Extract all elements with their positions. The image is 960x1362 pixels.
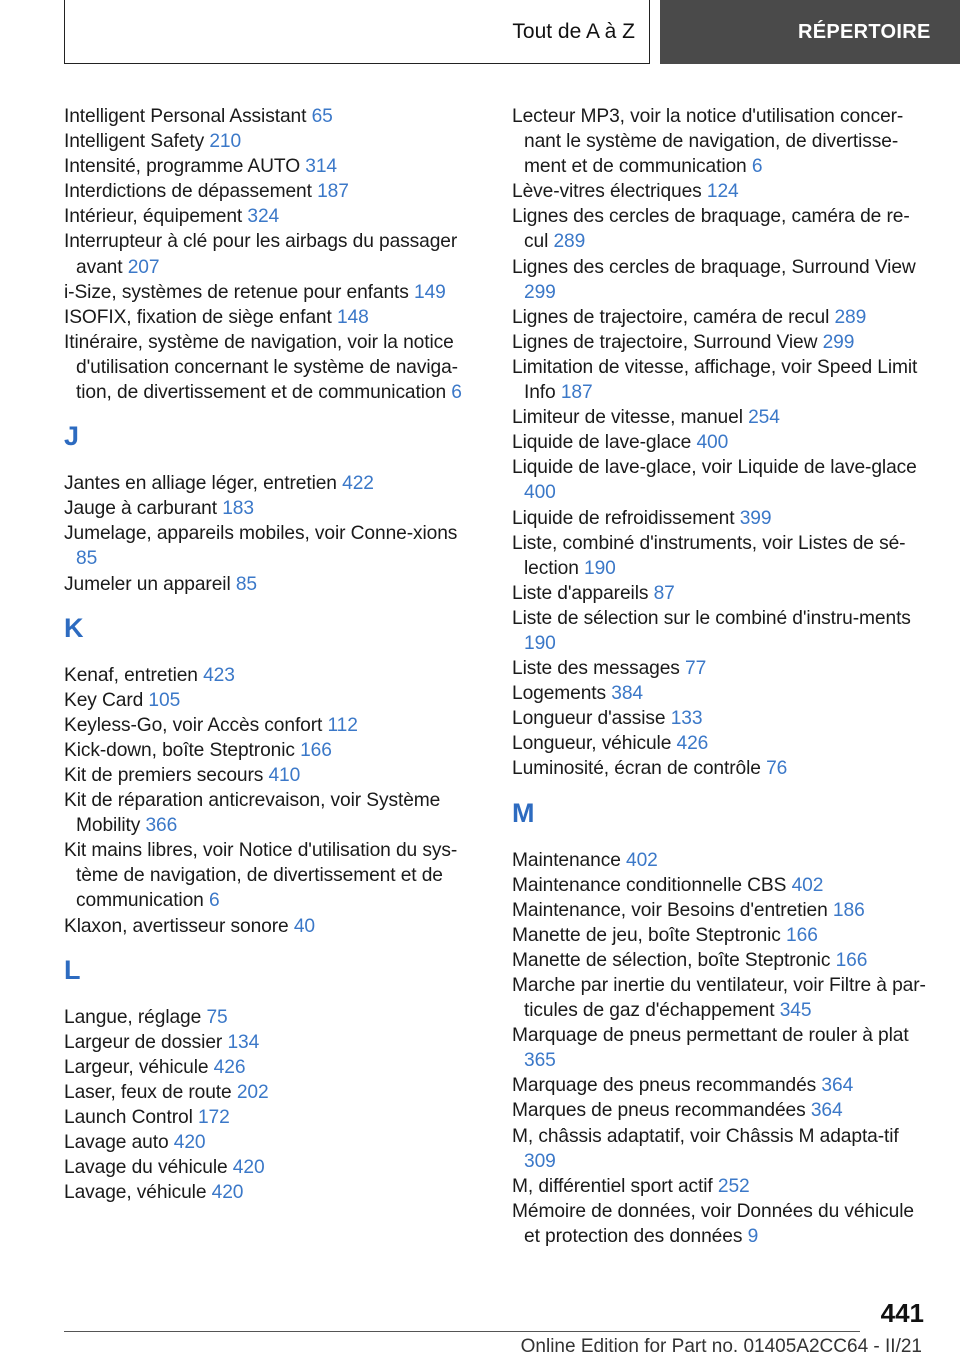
index-entry [512, 430, 932, 455]
index-entry-term: Lavage du véhicule [64, 1157, 228, 1179]
index-entry-page-link[interactable]: 420 [232, 1157, 265, 1179]
index-entry-term: Kenaf, entretien [64, 664, 198, 686]
index-entry-page-link[interactable]: 422 [342, 473, 374, 495]
header-chapter-tab [660, 0, 960, 64]
index-entry-term: Maintenance, voir Besoins d'entretien [512, 899, 828, 921]
index-entry-page-link[interactable]: 166 [786, 924, 818, 946]
index-entry [64, 1105, 480, 1130]
index-entry-page-link[interactable]: 299 [524, 281, 556, 303]
index-entry-page-link[interactable]: 210 [209, 131, 242, 153]
index-entry-term: Intelligent Safety [64, 131, 205, 153]
index-entry-term: Marche par inertie du ventilateur, voir Filtre à par-ticules de gaz d'échappement [512, 975, 926, 1022]
index-entry-page-link[interactable]: 186 [832, 899, 865, 921]
index-entry [64, 179, 480, 204]
index-entry-page-link[interactable]: 410 [268, 764, 301, 786]
index-entry-term: Intelligent Personal Assistant [64, 106, 307, 127]
index-entry-page-link[interactable]: 124 [706, 181, 739, 203]
index-entry-term: Luminosité, écran de contrôle [512, 758, 761, 780]
index-entry-term: Maintenance [512, 849, 621, 871]
index-entry-term: Mémoire de données, voir Données du véhicule et protection des données [512, 1200, 914, 1247]
index-entry-page-link[interactable]: 289 [553, 231, 586, 253]
index-entry-page-link[interactable]: 402 [791, 874, 824, 896]
index-entry-term: Lève-vitres électriques [512, 181, 702, 203]
index-entry-page-link[interactable]: 399 [739, 507, 772, 529]
index-entry-term: Kit de réparation anticrevaison, voir Système Mobility [64, 790, 441, 837]
index-entry-page-link[interactable]: 187 [317, 181, 349, 203]
index-entry-page-link[interactable]: 166 [300, 739, 332, 761]
index-entry-term: Liquide de lave-glace, voir Liquide de lave-glace [512, 457, 917, 479]
index-entry-page-link[interactable]: 187 [560, 382, 593, 404]
index-entry-term: Lavage, véhicule [64, 1182, 207, 1204]
index-entry-page-link[interactable]: 172 [197, 1107, 230, 1128]
index-entry [512, 756, 932, 781]
index-entry [64, 204, 480, 229]
index-entry-page-link[interactable]: 85 [235, 573, 258, 595]
index-entry [64, 1005, 480, 1030]
index-entry [64, 663, 480, 688]
index-entry-page-link[interactable]: 134 [227, 1031, 260, 1053]
index-entry-page-link[interactable]: 75 [206, 1006, 228, 1028]
index-entry [64, 104, 480, 129]
index-entry-term: Manette de jeu, boîte Steptronic [512, 924, 781, 946]
index-letter-heading: M [512, 797, 535, 828]
header-chapter-title: RÉPERTOIRE [798, 20, 931, 43]
index-entry-term: Klaxon, avertisseur sonore [64, 915, 289, 937]
index-entry-page-link[interactable]: 314 [305, 156, 337, 178]
index-entry-term: Key Card [64, 689, 144, 711]
index-entry-term: Kit de premiers secours [64, 764, 264, 786]
index-entry-page-link[interactable]: 76 [766, 758, 788, 780]
index-entry [512, 898, 932, 923]
index-entry [512, 581, 932, 606]
index-entry [64, 688, 480, 713]
index-entry-page-link[interactable]: 190 [584, 557, 616, 579]
index-entry [64, 154, 480, 179]
index-entry-term: Lavage auto [64, 1132, 169, 1154]
index-entry [512, 104, 932, 179]
index-entry-term: Liquide de lave-glace [512, 432, 692, 454]
index-entry [512, 873, 932, 898]
index-entry-page-link[interactable]: 6 [751, 156, 763, 178]
index-entry-page-link[interactable]: 149 [414, 281, 446, 303]
index-entry [64, 1030, 480, 1055]
index-entry-term: Liquide de refroidissement [512, 507, 735, 529]
index-entry-term: Lignes de trajectoire, Surround View [512, 331, 818, 353]
index-entry-page-link[interactable]: 400 [524, 482, 556, 504]
index-entry [512, 656, 932, 681]
index-entry [512, 973, 932, 1023]
index-entry [64, 572, 480, 597]
index-entry [64, 1130, 480, 1155]
index-entry-page-link[interactable]: 309 [524, 1150, 556, 1172]
index-entry-term: Longueur, véhicule [512, 733, 672, 755]
index-entry-term: Jantes en alliage léger, entretien [64, 473, 337, 495]
index-entry-page-link[interactable]: 87 [653, 582, 675, 604]
index-entry [512, 179, 932, 204]
index-entry-page-link[interactable]: 364 [810, 1100, 843, 1122]
index-entry-page-link[interactable]: 426 [676, 733, 709, 755]
index-entry-page-link[interactable]: 345 [779, 1000, 812, 1022]
index-entry-page-link[interactable]: 324 [247, 206, 280, 228]
index-entry-page-link[interactable]: 365 [524, 1050, 556, 1072]
index-entry [512, 1098, 932, 1123]
index-entry [512, 731, 932, 756]
index-entry-page-link[interactable]: 202 [236, 1081, 269, 1103]
index-entry [64, 229, 480, 279]
index-entry-term: Limitation de vitesse, affichage, voir Speed Limit Info [512, 356, 918, 404]
index-entry [512, 948, 932, 973]
index-entry-page-link[interactable]: 402 [626, 849, 658, 871]
index-entry-page-link[interactable]: 384 [611, 683, 643, 705]
index-entry-term: Lecteur MP3, voir la notice d'utilisation concer-nant le système de navigation, de divertisse-ment et de communication [512, 106, 904, 178]
index-entry-page-link[interactable]: 420 [211, 1182, 244, 1204]
index-entry [512, 606, 932, 656]
index-entry-term: Logements [512, 683, 607, 705]
index-entry-page-link[interactable]: 190 [524, 632, 556, 654]
index-entry [512, 1023, 932, 1073]
index-entry-page-link[interactable]: 85 [76, 548, 98, 570]
index-entry-term: Marques de pneus recommandées [512, 1100, 806, 1122]
index-entry-page-link[interactable]: 105 [148, 689, 181, 711]
index-entry-page-link[interactable]: 207 [127, 256, 160, 278]
index-entry-page-link[interactable]: 112 [327, 714, 358, 736]
index-entry-page-link[interactable]: 400 [696, 432, 729, 454]
index-entry [512, 330, 932, 355]
index-entry-term: Marquage des pneus recommandés [512, 1075, 817, 1097]
index-entry [64, 280, 480, 305]
index-entry [512, 923, 932, 948]
index-entry [64, 914, 480, 939]
index-entry-term: Lignes des cercles de braquage, caméra de re-cul [512, 206, 910, 253]
index-entry-term: Jauge à carburant [64, 498, 217, 520]
index-entry-page-link[interactable]: 40 [293, 915, 315, 937]
index-entry [64, 1080, 480, 1105]
index-entry [64, 330, 480, 405]
index-entry [64, 1155, 480, 1180]
index-entry [512, 255, 932, 305]
index-entry-term: Marquage de pneus permettant de rouler à plat [512, 1025, 909, 1047]
index-entry [64, 496, 480, 521]
index-entry-page-link[interactable]: 426 [213, 1056, 246, 1078]
index-entry-term: Liste de sélection sur le combiné d'instru-ments [512, 607, 911, 629]
index-entry [512, 455, 932, 505]
index-entry-term: Liste, combiné d'instruments, voir Listes de sé-lection [512, 532, 906, 579]
index-entry [64, 1055, 480, 1080]
index-entry [64, 763, 480, 788]
index-entry-page-link[interactable]: 254 [748, 407, 780, 429]
index-entry-page-link[interactable]: 65 [311, 106, 333, 127]
index-entry-term: M, châssis adaptatif, voir Châssis M adapta-tif [512, 1125, 899, 1147]
index-letter-heading: J [64, 421, 80, 452]
index-entry [512, 1073, 932, 1098]
index-entry [64, 129, 480, 154]
index-entry-term: Laser, feux de route [64, 1081, 232, 1103]
index-entry-page-link[interactable]: 366 [145, 815, 178, 837]
index-entry-page-link[interactable]: 183 [222, 498, 254, 520]
index-entry-page-link[interactable]: 6 [208, 890, 220, 912]
index-entry-term: M, différentiel sport actif [512, 1175, 713, 1197]
index-entry [64, 1180, 480, 1205]
index-entry-term: Lignes de trajectoire, caméra de recul [512, 306, 830, 328]
index-entry [64, 738, 480, 763]
index-entry-term: Interrupteur à clé pour les airbags du passager avant [64, 231, 458, 278]
index-entry [512, 531, 932, 581]
index-entry [512, 848, 932, 873]
index-entry-page-link[interactable]: 364 [821, 1075, 854, 1097]
index-entry-term: Intérieur, équipement [64, 206, 243, 228]
index-entry-term: Langue, réglage [64, 1006, 202, 1028]
index-entry [512, 1174, 932, 1199]
index-entry [64, 788, 480, 838]
index-entry-page-link[interactable]: 420 [173, 1132, 206, 1154]
index-entry-term: Liste d'appareils [512, 582, 649, 604]
index-entry-term: Manette de sélection, boîte Steptronic [512, 949, 831, 971]
header-section-tab [64, 0, 650, 64]
index-entry-page-link[interactable]: 166 [835, 949, 868, 971]
index-entry-term: Longueur d'assise [512, 708, 666, 730]
index-entry-page-link[interactable]: 9 [747, 1225, 759, 1247]
header-section-title: Tout de A à Z [512, 19, 635, 43]
index-letter-heading: L [64, 954, 81, 985]
index-entry-term: Lignes des cercles de braquage, Surround View [512, 256, 916, 278]
index-entry-term: Itinéraire, système de navigation, voir la notice d'utilisation concernant le système de naviga-tion, de divertissement et de communication [64, 331, 458, 404]
index-entry-term: Intensité, programme AUTO [64, 156, 301, 178]
footer-edition: Online Edition for Part no. 01405A2CC64 - II/21 [520, 1336, 922, 1357]
index-entry-page-link[interactable]: 289 [834, 306, 867, 328]
index-entry [64, 838, 480, 913]
index-entry-term: Largeur de dossier [64, 1031, 223, 1053]
index-entry-page-link[interactable]: 133 [670, 708, 703, 730]
index-entry-term: ISOFIX, fixation de siège enfant [64, 306, 332, 328]
index-entry [512, 204, 932, 254]
footer-divider [64, 1331, 860, 1332]
page-number: 441 [880, 1298, 924, 1328]
index-entry [512, 706, 932, 731]
index-column-right [512, 104, 932, 1249]
index-column-left [64, 104, 480, 1205]
index-entry [512, 305, 932, 330]
index-entry [64, 305, 480, 330]
index-entry-page-link[interactable]: 148 [336, 306, 369, 328]
index-entry-page-link[interactable]: 77 [685, 658, 707, 680]
index-entry [64, 471, 480, 496]
index-entry [512, 405, 932, 430]
index-entry-term: Jumelage, appareils mobiles, voir Conne-xions [64, 523, 458, 545]
index-entry-term: Maintenance conditionnelle CBS [512, 874, 787, 896]
index-entry-term: Interdictions de dépassement [64, 181, 312, 203]
index-entry [512, 1199, 932, 1249]
index-entry-term: Keyless-Go, voir Accès confort [64, 714, 323, 736]
index-entry-page-link[interactable]: 299 [822, 331, 855, 353]
index-entry [512, 681, 932, 706]
index-entry [512, 355, 932, 405]
index-entry-term: Jumeler un appareil [64, 573, 231, 595]
index-entry-term: Kick-down, boîte Steptronic [64, 739, 295, 761]
index-entry [512, 506, 932, 531]
index-entry [64, 521, 480, 571]
index-entry-term: Limiteur de vitesse, manuel [512, 407, 743, 429]
index-entry-page-link[interactable]: 252 [717, 1175, 750, 1197]
index-entry-term: i-Size, systèmes de retenue pour enfants [64, 281, 409, 303]
index-entry [64, 713, 480, 738]
index-letter-heading: K [64, 612, 84, 643]
index-entry-term: Kit mains libres, voir Notice d'utilisation du sys-tème de navigation, de divertissement et de communication [64, 840, 458, 912]
index-entry-page-link[interactable]: 6 [451, 382, 462, 404]
index-entry [512, 1124, 932, 1174]
index-entry-term: Launch Control [64, 1107, 193, 1128]
index-entry-term: Largeur, véhicule [64, 1056, 209, 1078]
index-entry-page-link[interactable]: 423 [203, 664, 235, 686]
index-entry-term: Liste des messages [512, 658, 680, 680]
